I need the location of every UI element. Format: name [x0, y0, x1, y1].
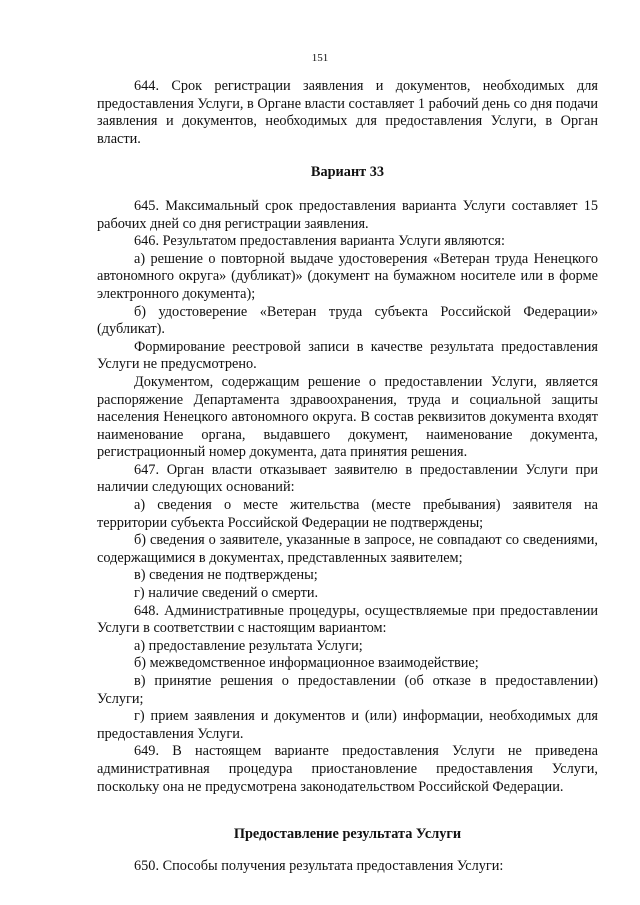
paragraph: 646. Результатом предоставления варианта Услуги являются:: [134, 233, 505, 250]
list-item: а) решение о повторной выдаче удостоверения «Ветеран труда Ненецкого автономного округа» (дубликат)» (документ на бумажном носителе или в форме электронного документа);: [97, 250, 598, 302]
paragraph: 650. Способы получения результата предоставления Услуги:: [134, 857, 504, 874]
list-item: б) удостоверение «Ветеран труда субъекта Российской Федерации» (дубликат).: [97, 303, 598, 338]
list-item: в) принятие решения о предоставлении (об отказе в предоставлении) Услуги;: [97, 673, 598, 707]
variant-heading: Вариант 33: [310, 164, 385, 181]
paragraph: 644. Срок регистрации заявления и документов, необходимых для предоставления Услуги, в Органе власти составляет 1 рабочий день со дня подачи заявления и документов, необходимых для предоставления Услуги, в Орган власти.: [97, 78, 599, 147]
document-body: [97, 78, 598, 875]
list-item: а) сведения о месте жительства (месте пребывания) заявителя на территории субъекта Российской Федерации не подтверждены;: [97, 497, 598, 531]
list-item: г) прием заявления и документов и (или) информации, необходимых для предоставления Услуги.: [97, 708, 598, 742]
paragraph: Формирование реестровой записи в качестве результата предоставления Услуги не предусмотрено.: [97, 338, 598, 373]
paragraph: 645. Максимальный срок предоставления варианта Услуги составляет 15 рабочих дней со дня регистрации заявления.: [97, 197, 598, 232]
list-item: а) предоставление результата Услуги;: [134, 637, 363, 654]
section-heading: Предоставление результата Услуги: [233, 826, 462, 843]
paragraph: 647. Орган власти отказывает заявителю в предоставлении Услуги при наличии следующих оснований:: [97, 461, 598, 496]
paragraph: Документом, содержащим решение о предоставлении Услуги, является распоряжение Департамента здравоохранения, труда и социальной защиты населения Ненецкого автономного округа. В состав реквизитов документа входят наименование органа, выдавшего документ, наименование документа, регистрационный номер документа, дата принятия решения.: [97, 373, 598, 461]
page-number: 151: [311, 52, 329, 64]
list-item: в) сведения не подтверждены;: [134, 567, 318, 584]
paragraph: 648. Административные процедуры, осуществляемые при предоставлении Услуги в соответствии с настоящим вариантом:: [97, 602, 598, 637]
list-item: г) наличие сведений о смерти.: [134, 585, 319, 602]
list-item: б) сведения о заявителе, указанные в запросе, не совпадают со сведениями, содержащимися в документах, представленных заявителем;: [97, 532, 598, 566]
list-item: б) межведомственное информационное взаимодействие;: [134, 655, 479, 672]
paragraph: 649. В настоящем варианте предоставления Услуги не приведена административная процедура приостановление предоставления Услуги, поскольку она не предусмотрена законодательством Российской Федерации.: [97, 743, 598, 795]
